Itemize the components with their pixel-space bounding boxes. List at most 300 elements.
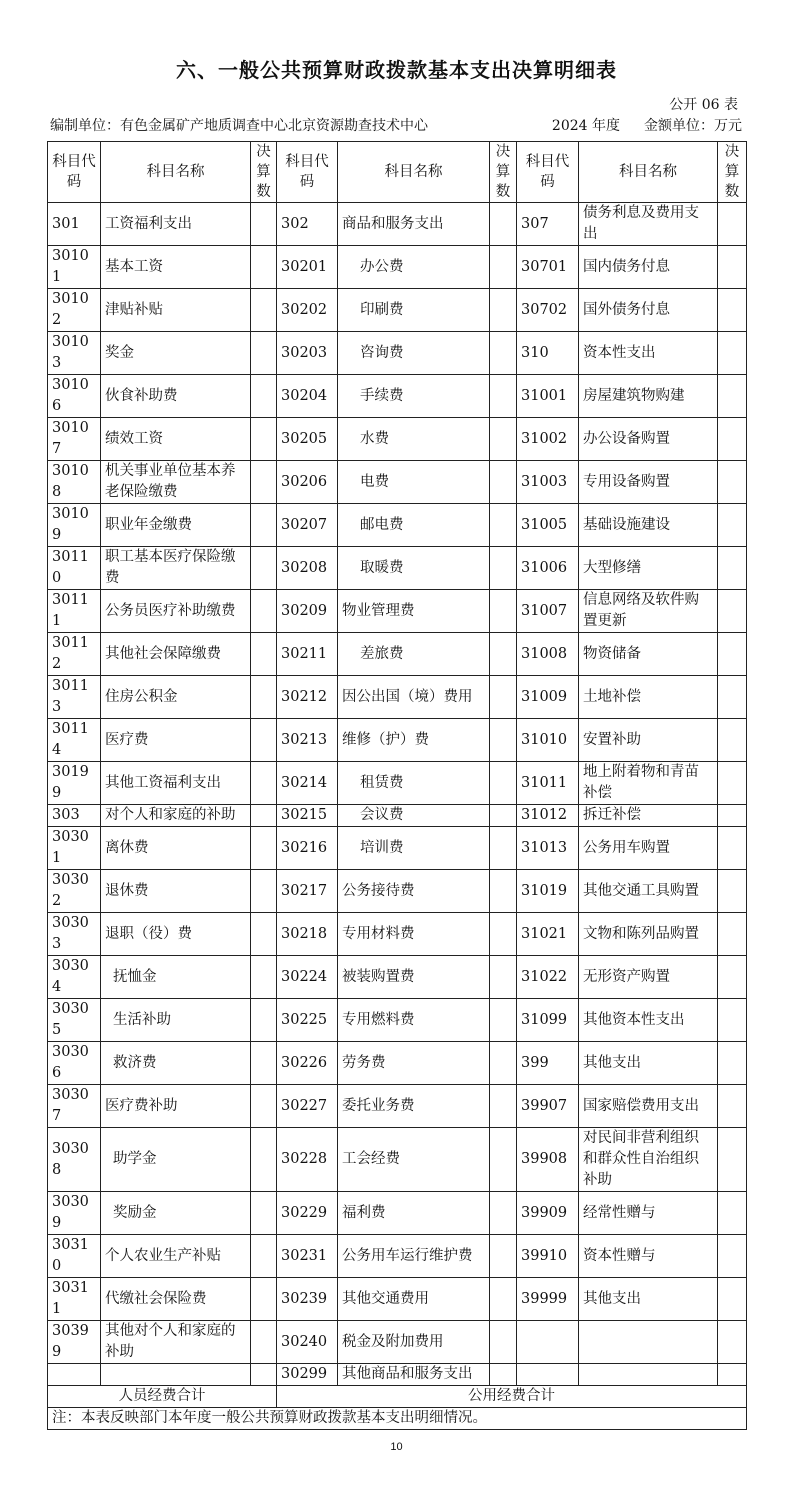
subject-code: 307	[517, 203, 579, 246]
subject-name: 水费	[338, 418, 490, 461]
subject-code: 31003	[517, 461, 579, 504]
table-row	[48, 1364, 747, 1386]
amount	[718, 332, 747, 375]
amount	[251, 418, 277, 461]
subject-code: 30214	[277, 762, 338, 805]
subject-name: 商品和服务支出	[338, 203, 490, 246]
subject-code: 30301	[48, 827, 101, 870]
amount	[718, 590, 747, 633]
expenditure-table	[47, 141, 747, 1430]
subject-name: 物业管理费	[338, 590, 490, 633]
amount	[718, 504, 747, 547]
subject-name: 公务用车购置	[579, 827, 718, 870]
amount	[251, 1128, 277, 1192]
amount	[490, 1192, 517, 1235]
table-row	[48, 504, 747, 547]
table-row	[48, 1085, 747, 1128]
subject-name: 其他商品和服务支出	[338, 1364, 490, 1386]
subject-code: 31019	[517, 870, 579, 913]
amount	[490, 633, 517, 676]
subject-code: 31010	[517, 719, 579, 762]
table-row	[48, 999, 747, 1042]
amount	[718, 246, 747, 289]
subject-code: 30111	[48, 590, 101, 633]
subject-code: 30224	[277, 956, 338, 999]
subject-code: 30701	[517, 246, 579, 289]
amount	[718, 203, 747, 246]
subject-code: 30218	[277, 913, 338, 956]
amount	[251, 827, 277, 870]
subject-code: 30226	[277, 1042, 338, 1085]
amount	[490, 203, 517, 246]
table-row	[48, 827, 747, 870]
table-row	[48, 289, 747, 332]
amount	[718, 1278, 747, 1321]
amount	[718, 1364, 747, 1386]
subject-code: 31012	[517, 805, 579, 827]
amount	[718, 633, 747, 676]
subject-name: 职业年金缴费	[101, 504, 251, 547]
subject-code: 31099	[517, 999, 579, 1042]
subject-name: 国家赔偿费用支出	[579, 1085, 718, 1128]
subject-code	[48, 1364, 101, 1386]
subject-name: 其他工资福利支出	[101, 762, 251, 805]
amount	[718, 375, 747, 418]
amount	[251, 870, 277, 913]
subject-name: 绩效工资	[101, 418, 251, 461]
subject-name: 邮电费	[338, 504, 490, 547]
amount	[490, 590, 517, 633]
amount	[718, 762, 747, 805]
subject-code: 31008	[517, 633, 579, 676]
table-row	[48, 590, 747, 633]
subject-name: 国外债务付息	[579, 289, 718, 332]
amount	[251, 676, 277, 719]
subject-code: 302	[277, 203, 338, 246]
subject-name: 税金及附加费用	[338, 1321, 490, 1364]
amount	[490, 827, 517, 870]
amount	[718, 956, 747, 999]
subject-code: 30114	[48, 719, 101, 762]
subject-code: 30202	[277, 289, 338, 332]
table-row	[48, 1235, 747, 1278]
table-row	[48, 1321, 747, 1364]
subject-code: 31011	[517, 762, 579, 805]
table-row	[48, 633, 747, 676]
table-row	[48, 1128, 747, 1192]
subject-code: 31009	[517, 676, 579, 719]
subject-name: 奖金	[101, 332, 251, 375]
subject-name: 救济费	[101, 1042, 251, 1085]
subject-name: 资本性赠与	[579, 1235, 718, 1278]
subject-code: 30240	[277, 1321, 338, 1364]
header-row	[48, 142, 747, 203]
subject-name: 办公费	[338, 246, 490, 289]
subject-name: 维修（护）费	[338, 719, 490, 762]
public-total-label: 公用经费合计	[277, 1386, 747, 1408]
subject-name: 电费	[338, 461, 490, 504]
amount	[251, 1364, 277, 1386]
subject-code: 30102	[48, 289, 101, 332]
note-row	[48, 1408, 747, 1430]
subject-code: 30308	[48, 1128, 101, 1192]
table-note: 注：本表反映部门本年度一般公共预算财政拨款基本支出明细情况。	[48, 1408, 747, 1430]
subject-code: 30108	[48, 461, 101, 504]
amount	[718, 999, 747, 1042]
amount	[490, 461, 517, 504]
amount	[718, 461, 747, 504]
subject-code: 31001	[517, 375, 579, 418]
amount	[718, 676, 747, 719]
header-amount: 决算数	[718, 142, 747, 203]
amount	[490, 418, 517, 461]
subject-code: 30215	[277, 805, 338, 827]
table-row	[48, 461, 747, 504]
subject-code: 303	[48, 805, 101, 827]
subject-name: 对民间非营利组织和群众性自治组织补助	[579, 1128, 718, 1192]
amount	[251, 1278, 277, 1321]
subject-name: 信息网络及软件购置更新	[579, 590, 718, 633]
subject-name: 租赁费	[338, 762, 490, 805]
subject-code: 30112	[48, 633, 101, 676]
amount	[490, 762, 517, 805]
subject-code: 30203	[277, 332, 338, 375]
subject-name	[579, 1364, 718, 1386]
subject-name: 医疗费	[101, 719, 251, 762]
subject-name: 离休费	[101, 827, 251, 870]
table-row	[48, 246, 747, 289]
subject-code: 30304	[48, 956, 101, 999]
amount	[490, 332, 517, 375]
subject-name: 其他社会保障缴费	[101, 633, 251, 676]
subject-code: 30239	[277, 1278, 338, 1321]
table-row	[48, 676, 747, 719]
amount	[490, 289, 517, 332]
amount	[251, 461, 277, 504]
subject-code: 30109	[48, 504, 101, 547]
amount	[490, 1278, 517, 1321]
subject-code: 30228	[277, 1128, 338, 1192]
table-row	[48, 1278, 747, 1321]
subject-name: 代缴社会保险费	[101, 1278, 251, 1321]
subject-name: 公务员医疗补助缴费	[101, 590, 251, 633]
amount	[251, 719, 277, 762]
amount	[490, 999, 517, 1042]
subject-name: 债务利息及费用支出	[579, 203, 718, 246]
subject-name: 福利费	[338, 1192, 490, 1235]
subject-name: 其他支出	[579, 1278, 718, 1321]
subject-name: 机关事业单位基本养老保险缴费	[101, 461, 251, 504]
subject-name: 办公设备购置	[579, 418, 718, 461]
subject-name: 经常性赠与	[579, 1192, 718, 1235]
subject-code: 30209	[277, 590, 338, 633]
subject-code: 30299	[277, 1364, 338, 1386]
subject-code: 39999	[517, 1278, 579, 1321]
subject-name: 会议费	[338, 805, 490, 827]
subject-name: 劳务费	[338, 1042, 490, 1085]
page-number: 10	[390, 1441, 403, 1453]
amount	[251, 289, 277, 332]
subject-name: 退职（役）费	[101, 913, 251, 956]
subject-name: 生活补助	[101, 999, 251, 1042]
subject-name: 地上附着物和青苗补偿	[579, 762, 718, 805]
amount	[251, 762, 277, 805]
amount	[251, 913, 277, 956]
header-code: 科目代码	[48, 142, 101, 203]
amount	[490, 676, 517, 719]
amount	[251, 1042, 277, 1085]
subject-name: 培训费	[338, 827, 490, 870]
amount	[490, 1085, 517, 1128]
amount	[251, 805, 277, 827]
amount	[718, 1192, 747, 1235]
amount	[718, 418, 747, 461]
amount	[718, 1321, 747, 1364]
subject-code: 39908	[517, 1128, 579, 1192]
subject-code: 301	[48, 203, 101, 246]
subject-name: 印刷费	[338, 289, 490, 332]
subject-code: 31022	[517, 956, 579, 999]
amount	[718, 805, 747, 827]
subject-code: 30216	[277, 827, 338, 870]
amount	[490, 1128, 517, 1192]
subject-name: 资本性支出	[579, 332, 718, 375]
table-row	[48, 547, 747, 590]
amount	[251, 332, 277, 375]
table-row	[48, 375, 747, 418]
subject-name: 无形资产购置	[579, 956, 718, 999]
amount	[490, 805, 517, 827]
subject-code: 30107	[48, 418, 101, 461]
amount	[490, 719, 517, 762]
subject-code: 30206	[277, 461, 338, 504]
subject-code: 30302	[48, 870, 101, 913]
page-title: 六、一般公共预算财政拨款基本支出决算明细表	[176, 58, 617, 82]
amount	[490, 913, 517, 956]
subject-code: 30231	[277, 1235, 338, 1278]
table-row	[48, 332, 747, 375]
subject-code	[517, 1321, 579, 1364]
amount-unit: 金额单位：万元	[644, 118, 742, 134]
amount	[718, 1085, 747, 1128]
amount	[251, 504, 277, 547]
subject-name: 个人农业生产补贴	[101, 1235, 251, 1278]
subject-code: 30201	[277, 246, 338, 289]
header-name: 科目名称	[338, 142, 490, 203]
subject-name: 委托业务费	[338, 1085, 490, 1128]
amount	[718, 719, 747, 762]
subject-code: 30702	[517, 289, 579, 332]
subject-name: 文物和陈列品购置	[579, 913, 718, 956]
amount	[490, 956, 517, 999]
table-row	[48, 913, 747, 956]
amount	[490, 547, 517, 590]
amount	[251, 956, 277, 999]
header-code: 科目代码	[517, 142, 579, 203]
table-row	[48, 1042, 747, 1085]
header-name: 科目名称	[101, 142, 251, 203]
subject-name: 住房公积金	[101, 676, 251, 719]
amount	[490, 504, 517, 547]
amount	[490, 1364, 517, 1386]
subject-name: 其他对个人和家庭的补助	[101, 1321, 251, 1364]
subject-name: 其他交通费用	[338, 1278, 490, 1321]
table-row	[48, 418, 747, 461]
subject-name: 房屋建筑物购建	[579, 375, 718, 418]
subject-name: 手续费	[338, 375, 490, 418]
subject-code: 31006	[517, 547, 579, 590]
subject-name: 大型修缮	[579, 547, 718, 590]
subject-name: 其他交通工具购置	[579, 870, 718, 913]
table-row	[48, 719, 747, 762]
amount	[251, 1085, 277, 1128]
subject-name: 伙食补助费	[101, 375, 251, 418]
form-number: 公开 06 表	[669, 97, 738, 113]
subject-code: 30199	[48, 762, 101, 805]
subject-name: 取暖费	[338, 547, 490, 590]
subject-name: 物资储备	[579, 633, 718, 676]
subject-code: 30106	[48, 375, 101, 418]
amount	[251, 203, 277, 246]
fiscal-year: 2024 年度	[551, 118, 620, 134]
header-code: 科目代码	[277, 142, 338, 203]
amount	[718, 1235, 747, 1278]
subject-name: 咨询费	[338, 332, 490, 375]
subject-name: 基本工资	[101, 246, 251, 289]
subject-name: 工会经费	[338, 1128, 490, 1192]
subject-code: 30101	[48, 246, 101, 289]
subject-name: 安置补助	[579, 719, 718, 762]
subject-code: 30303	[48, 913, 101, 956]
subject-name: 公务用车运行维护费	[338, 1235, 490, 1278]
amount	[251, 1321, 277, 1364]
subject-name: 差旅费	[338, 633, 490, 676]
subject-name: 专用燃料费	[338, 999, 490, 1042]
subject-name: 专用材料费	[338, 913, 490, 956]
subject-name: 奖励金	[101, 1192, 251, 1235]
amount	[490, 246, 517, 289]
subject-code: 30205	[277, 418, 338, 461]
header-name: 科目名称	[579, 142, 718, 203]
subject-name: 基础设施建设	[579, 504, 718, 547]
subject-code: 30213	[277, 719, 338, 762]
table-row	[48, 1192, 747, 1235]
table-row	[48, 805, 747, 827]
amount	[251, 375, 277, 418]
subject-code: 31021	[517, 913, 579, 956]
subject-code: 39909	[517, 1192, 579, 1235]
subject-code: 31002	[517, 418, 579, 461]
amount	[718, 827, 747, 870]
subject-name: 工资福利支出	[101, 203, 251, 246]
subject-name	[579, 1321, 718, 1364]
subject-code: 30113	[48, 676, 101, 719]
subject-name: 医疗费补助	[101, 1085, 251, 1128]
amount	[718, 289, 747, 332]
subject-name: 职工基本医疗保险缴费	[101, 547, 251, 590]
amount	[251, 547, 277, 590]
table-row	[48, 870, 747, 913]
subject-name: 被装购置费	[338, 956, 490, 999]
subject-code: 30207	[277, 504, 338, 547]
subject-code: 30204	[277, 375, 338, 418]
subject-code: 39907	[517, 1085, 579, 1128]
totals-row	[48, 1386, 747, 1408]
subject-code	[517, 1364, 579, 1386]
header-amount: 决算数	[490, 142, 517, 203]
amount	[490, 375, 517, 418]
subject-name: 助学金	[101, 1128, 251, 1192]
subject-code: 30212	[277, 676, 338, 719]
amount	[251, 246, 277, 289]
amount	[718, 547, 747, 590]
subject-code: 30309	[48, 1192, 101, 1235]
subject-code: 30208	[277, 547, 338, 590]
subject-name: 抚恤金	[101, 956, 251, 999]
subject-code: 31005	[517, 504, 579, 547]
subject-code: 30229	[277, 1192, 338, 1235]
subject-name: 津贴补贴	[101, 289, 251, 332]
compiling-unit: 编制单位：有色金属矿产地质调查中心北京资源勘查技术中心	[50, 118, 428, 134]
subject-name	[101, 1364, 251, 1386]
subject-code: 31007	[517, 590, 579, 633]
personnel-total-label: 人员经费合计	[48, 1386, 277, 1408]
subject-code: 30211	[277, 633, 338, 676]
subject-code: 399	[517, 1042, 579, 1085]
subject-name: 专用设备购置	[579, 461, 718, 504]
subject-code: 31013	[517, 827, 579, 870]
subject-name: 因公出国（境）费用	[338, 676, 490, 719]
subject-name: 其他支出	[579, 1042, 718, 1085]
subject-name: 国内债务付息	[579, 246, 718, 289]
amount	[490, 1235, 517, 1278]
amount	[251, 1235, 277, 1278]
amount	[718, 870, 747, 913]
subject-name: 退休费	[101, 870, 251, 913]
amount	[251, 633, 277, 676]
subject-code: 30310	[48, 1235, 101, 1278]
amount	[718, 1042, 747, 1085]
amount	[251, 1192, 277, 1235]
subject-code: 30225	[277, 999, 338, 1042]
subject-code: 30217	[277, 870, 338, 913]
amount	[251, 999, 277, 1042]
table-row	[48, 956, 747, 999]
subject-code: 30399	[48, 1321, 101, 1364]
subject-name: 土地补偿	[579, 676, 718, 719]
subject-code: 30227	[277, 1085, 338, 1128]
amount	[718, 1128, 747, 1192]
subject-code: 30306	[48, 1042, 101, 1085]
subject-code: 30305	[48, 999, 101, 1042]
amount	[251, 590, 277, 633]
amount	[490, 870, 517, 913]
subject-code: 30103	[48, 332, 101, 375]
amount	[718, 913, 747, 956]
subject-code: 30110	[48, 547, 101, 590]
amount	[490, 1042, 517, 1085]
amount	[490, 1321, 517, 1364]
table-row	[48, 203, 747, 246]
subject-code: 30311	[48, 1278, 101, 1321]
subject-name: 拆迁补偿	[579, 805, 718, 827]
table-meta	[47, 115, 746, 141]
subject-code: 39910	[517, 1235, 579, 1278]
subject-name: 对个人和家庭的补助	[101, 805, 251, 827]
subject-name: 其他资本性支出	[579, 999, 718, 1042]
subject-code: 30307	[48, 1085, 101, 1128]
table-row	[48, 762, 747, 805]
